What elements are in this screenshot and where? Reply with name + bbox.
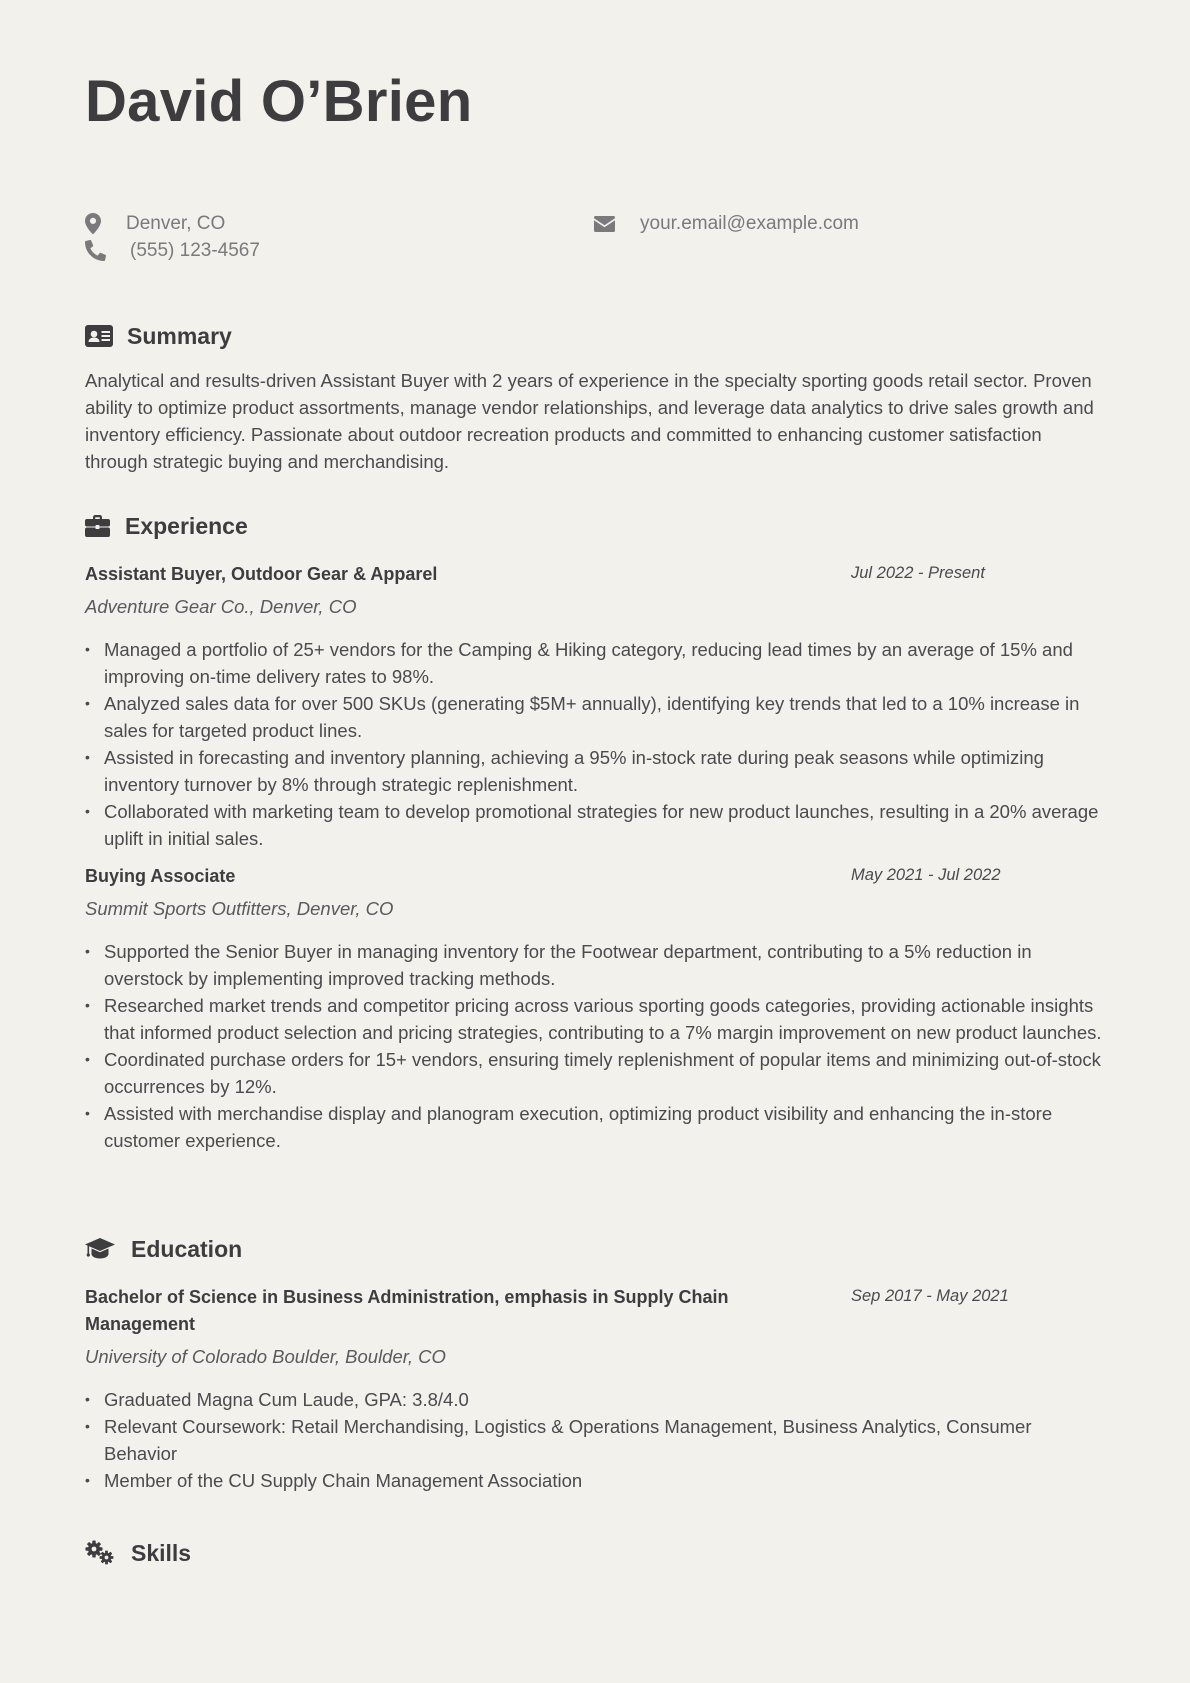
job-organization: Adventure Gear Co., Denver, CO [85,596,357,617]
degree-title: Bachelor of Science in Business Administration, emphasis in Supply Chain Management [85,1287,729,1334]
contact-email [594,210,859,237]
experience-section [85,510,1105,1154]
job-entry [85,564,1105,852]
id-card-icon [85,325,113,347]
bullet-item: • Coordinated purchase orders for 15+ vendors, ensuring timely replenishment of popular items and minimizing out-of-stock occurrences by 12%. [85,1046,1105,1100]
summary-heading-row [85,320,1105,352]
map-marker-icon [85,213,101,234]
skills-heading-row [85,1537,1105,1569]
contact-location [85,210,260,237]
bullet-item: • Assisted in forecasting and inventory planning, achieving a 95% in-stock rate during peak seasons while optimizing inventory turnover by 8% through strategic replenishment. [85,744,1105,798]
job-date: May 2021 - Jul 2022 [851,866,1001,884]
bullet-item: • Relevant Coursework: Retail Merchandising, Logistics & Operations Management, Business Analytics, Consumer Behavior [85,1413,1105,1467]
contact-phone [85,237,260,264]
candidate-name: David O’Brien [85,69,473,134]
bullet-item: • Managed a portfolio of 25+ vendors for the Camping & Hiking category, reducing lead times by an average of 15% and improving on-time delivery rates to 98%. [85,636,1105,690]
job-entry [85,866,1105,1154]
education-entry [85,1284,1105,1494]
job-bullets [85,938,1105,1154]
bullet-item: • Supported the Senior Buyer in managing inventory for the Footwear department, contributing to a 5% reduction in overstock by implementing improved tracking methods. [85,938,1105,992]
gears-icon [85,1540,115,1566]
bullet-item: • Assisted with merchandise display and planogram execution, optimizing product visibility and enhancing the in-store customer experience. [85,1100,1105,1154]
briefcase-icon [85,515,110,537]
education-section [85,1233,1105,1494]
summary-heading: Summary [127,322,232,349]
education-bullets [85,1386,1105,1494]
job-title: Buying Associate [85,866,236,886]
skills-heading: Skills [131,1539,192,1566]
graduation-cap-icon [85,1238,115,1260]
experience-heading: Experience [125,512,248,539]
bullet-item: • Researched market trends and competitor pricing across various sporting goods categories, providing actionable insights that informed product selection and pricing strategies, contributing to a 7% margin improvement on new product launches. [85,992,1105,1046]
education-date: Sep 2017 - May 2021 [851,1287,1009,1305]
skills-section [85,1537,1105,1569]
location-text: Denver, CO [126,212,226,234]
bullet-item: • Member of the CU Supply Chain Management Association [85,1467,1105,1494]
bullet-item: • Graduated Magna Cum Laude, GPA: 3.8/4.0 [85,1386,1105,1413]
education-heading: Education [131,1235,243,1262]
contact-left [85,210,260,264]
summary-text: Analytical and results-driven Assistant Buyer with 2 years of experience in the specialty sporting goods retail sector. Proven ability to optimize product assortments, manage vendor relationships, and leverage data analytics to drive sales growth and inventory efficiency. Passionate about outdoor recreation products and committed to enhancing customer satisfaction through strategic buying and merchandising. [85,370,1094,472]
bullet-item: • Analyzed sales data for over 500 SKUs (generating $5M+ annually), identifying key trends that led to a 10% increase in sales for targeted product lines. [85,690,1105,744]
job-title: Assistant Buyer, Outdoor Gear & Apparel [85,564,438,584]
job-date: Jul 2022 - Present [851,564,985,582]
education-heading-row [85,1233,1105,1265]
school-name: University of Colorado Boulder, Boulder, CO [85,1346,446,1367]
phone-icon [85,240,106,261]
job-bullets [85,636,1105,852]
job-organization: Summit Sports Outfitters, Denver, CO [85,898,394,919]
envelope-icon [594,216,615,232]
experience-heading-row [85,510,1105,542]
email-text[interactable]: your.email@example.com [640,212,859,234]
bullet-item: • Collaborated with marketing team to develop promotional strategies for new product launches, resulting in a 20% average uplift in initial sales. [85,798,1105,852]
summary-section [85,320,1105,475]
phone-text: (555) 123-4567 [130,239,260,261]
contact-right [594,210,859,237]
